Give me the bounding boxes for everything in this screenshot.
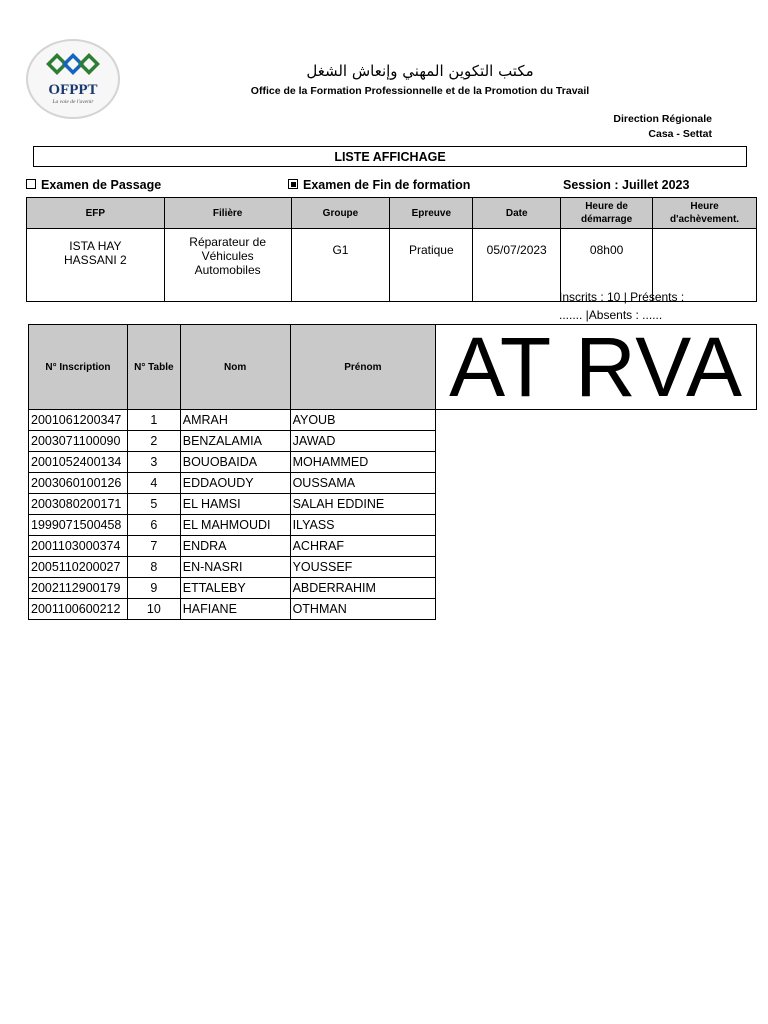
exam-passage-option[interactable]: [26, 178, 161, 192]
arabic-office-title: مكتب التكوين المهني وإنعاش الشغل: [306, 62, 534, 80]
header-epreuve: Epreuve: [390, 198, 473, 229]
cell-prenom: JAWAD: [290, 431, 436, 452]
svg-text:La voie de l'avenir: La voie de l'avenir: [52, 99, 94, 105]
cell-prenom: ACHRAF: [290, 536, 436, 557]
header-nom: Nom: [180, 325, 290, 410]
table-row: [29, 515, 757, 536]
cell-inscription: 2005110200027: [29, 557, 128, 578]
exam-info-header-row: [27, 198, 757, 229]
cell-inscription: 2003071100090: [29, 431, 128, 452]
exam-fin-label: Examen de Fin de formation: [303, 178, 471, 192]
cell-nom: ENDRA: [180, 536, 290, 557]
header-heure-achevement: Heure d'achèvement.: [653, 198, 757, 229]
cell-prenom: ABDERRAHIM: [290, 578, 436, 599]
region-label: Casa - Settat: [648, 128, 712, 140]
header-groupe: Groupe: [291, 198, 390, 229]
table-row: [29, 473, 757, 494]
cell-table: 10: [127, 599, 180, 620]
cell-nom: HAFIANE: [180, 599, 290, 620]
cell-table: 5: [127, 494, 180, 515]
attendance-summary: [559, 288, 684, 324]
cell-date: 05/07/2023: [473, 229, 561, 302]
direction-label: Direction Régionale: [613, 113, 712, 125]
cell-prenom: SALAH EDDINE: [290, 494, 436, 515]
cell-nom: BOUOBAIDA: [180, 452, 290, 473]
cell-inscription: 2003060100126: [29, 473, 128, 494]
header-table: N° Table: [127, 325, 180, 410]
cell-inscription: 2003080200171: [29, 494, 128, 515]
cell-filiere: Réparateur de Véhicules Automobiles: [164, 229, 291, 302]
cell-prenom: YOUSSEF: [290, 557, 436, 578]
cell-table: 7: [127, 536, 180, 557]
cell-inscription: 2001052400134: [29, 452, 128, 473]
students-header-row: [29, 325, 757, 410]
inscrits-presents: Inscrits : 10 | Présents :: [559, 290, 685, 304]
checkbox-checked-icon[interactable]: [288, 179, 298, 189]
cell-efp: ISTA HAY HASSANI 2: [27, 229, 165, 302]
cell-inscription: 2001100600212: [29, 599, 128, 620]
stamp-text: AT RVA: [436, 325, 757, 410]
exam-info-table: [26, 197, 757, 302]
cell-table: 1: [127, 410, 180, 431]
cell-epreuve: Pratique: [390, 229, 473, 302]
session-label: Session : Juillet 2023: [563, 178, 690, 192]
svg-text:OFPPT: OFPPT: [48, 82, 98, 98]
cell-table: 3: [127, 452, 180, 473]
header-filiere: Filière: [164, 198, 291, 229]
cell-prenom: OUSSAMA: [290, 473, 436, 494]
document-title: LISTE AFFICHAGE: [33, 146, 747, 167]
cell-nom: BENZALAMIA: [180, 431, 290, 452]
header-date: Date: [473, 198, 561, 229]
cell-nom: EN-NASRI: [180, 557, 290, 578]
ofppt-logo: [25, 38, 121, 120]
cell-table: 6: [127, 515, 180, 536]
cell-table: 4: [127, 473, 180, 494]
students-table: [28, 320, 757, 620]
table-row: [29, 494, 757, 515]
header-inscription: N° Inscription: [29, 325, 128, 410]
cell-nom: EDDAOUDY: [180, 473, 290, 494]
direction-regionale: [613, 112, 712, 142]
cell-groupe: G1: [291, 229, 390, 302]
cell-inscription: 1999071500458: [29, 515, 128, 536]
table-row: [29, 536, 757, 557]
header-heure-demarrage: Heure de démarrage: [561, 198, 653, 229]
exam-passage-label: Examen de Passage: [41, 178, 162, 192]
header-prenom: Prénom: [290, 325, 436, 410]
cell-prenom: OTHMAN: [290, 599, 436, 620]
cell-inscription: 2001061200347: [29, 410, 128, 431]
cell-heure-demarrage: 08h00: [561, 229, 653, 302]
cell-table: 8: [127, 557, 180, 578]
table-row: [29, 557, 757, 578]
cell-inscription: 2001103000374: [29, 536, 128, 557]
cell-nom: EL HAMSI: [180, 494, 290, 515]
cell-inscription: 2002112900179: [29, 578, 128, 599]
checkbox-empty-icon[interactable]: [26, 179, 36, 189]
table-row: [29, 431, 757, 452]
table-row: [29, 599, 757, 620]
header-efp: EFP: [27, 198, 165, 229]
cell-nom: ETTALEBY: [180, 578, 290, 599]
cell-table: 2: [127, 431, 180, 452]
office-title: Office de la Formation Professionnelle et de la Promotion du Travail: [250, 85, 590, 97]
table-row: [29, 578, 757, 599]
cell-table: 9: [127, 578, 180, 599]
cell-nom: AMRAH: [180, 410, 290, 431]
table-row: [29, 452, 757, 473]
cell-prenom: ILYASS: [290, 515, 436, 536]
cell-nom: EL MAHMOUDI: [180, 515, 290, 536]
exam-fin-option[interactable]: [288, 178, 470, 192]
absents: ....... |Absents : ......: [559, 308, 663, 322]
cell-prenom: AYOUB: [290, 410, 436, 431]
cell-prenom: MOHAMMED: [290, 452, 436, 473]
